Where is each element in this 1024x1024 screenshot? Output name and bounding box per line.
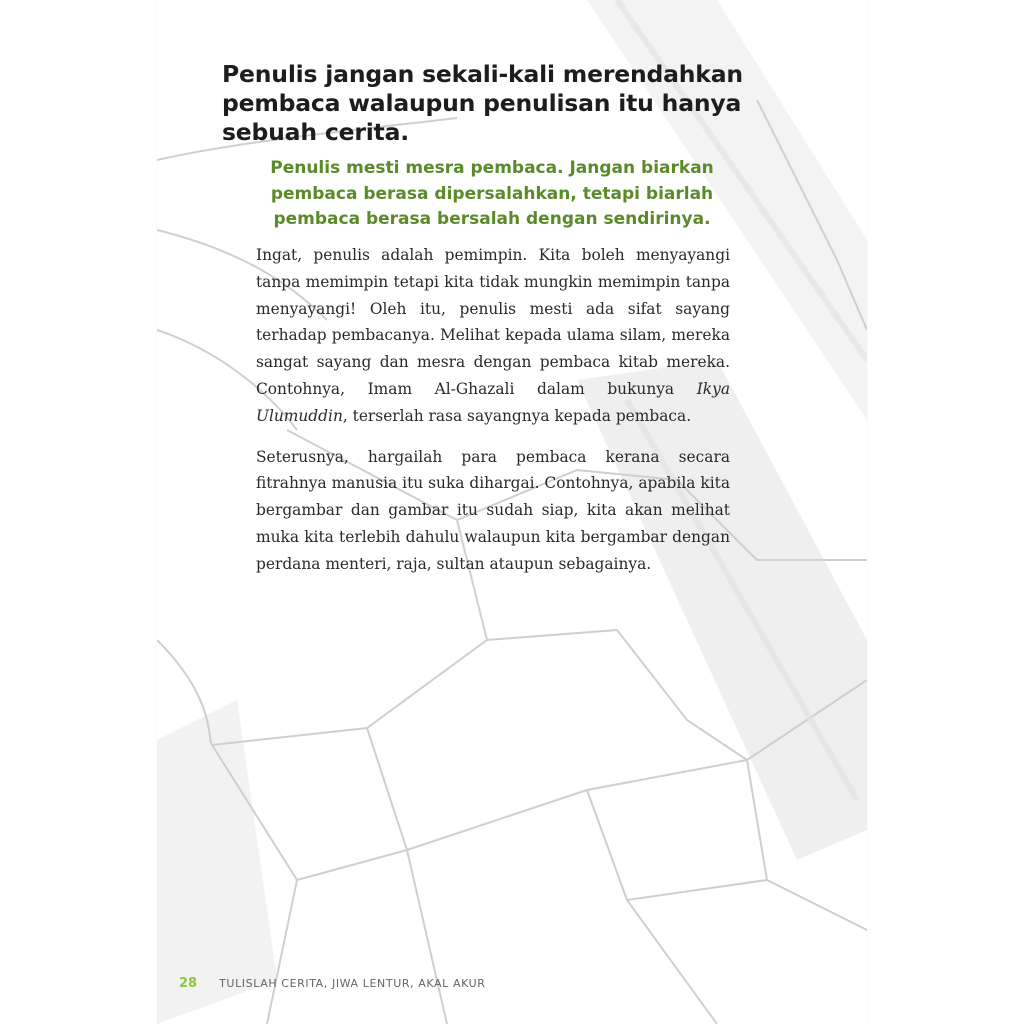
page-number: 28 <box>179 976 198 991</box>
pull-quote: Penulis mesti mesra pembaca. Jangan biarkan pembaca berasa dipersalahkan, tetapi biarlah pembaca berasa bersalah dengan sendirinya. <box>270 158 714 229</box>
book-title: Ikya Ulumuddin <box>256 379 730 425</box>
page-heading: Penulis jangan sekali-kali merendahkan pembaca walaupun penulisan itu hanya sebuah cerita. <box>222 60 743 146</box>
running-title: TULISLAH CERITA, JIWA LENTUR, AKAL AKUR <box>219 977 486 990</box>
page-footer <box>179 976 486 991</box>
paragraph-text: , terserlah rasa sayangnya kepada pembaca. <box>342 406 692 425</box>
body-text <box>256 242 730 592</box>
book-page <box>157 0 867 1024</box>
body-paragraph <box>256 242 730 430</box>
paragraph-text: Ingat, penulis adalah pemimpin. Kita boleh menyayangi tanpa memimpin tetapi kita tidak mungkin memimpin tanpa menyayangi! Oleh itu, penulis mesti ada sifat sayang terhadap pembacanya. Melihat kepada ulama silam, mereka sangat sayang dan mesra dengan pembaca kitab mereka. Contohnya, Imam Al-Ghazali dalam bukunya <box>256 246 730 398</box>
body-paragraph: Seterusnya, hargailah para pembaca kerana secara fitrahnya manusia itu suka dihargai. Contohnya, apabila kita bergambar dan gambar itu sudah siap, kita akan melihat muka kita terlebih dahulu walaupun kita bergambar dengan perdana menteri, raja, sultan ataupun sebagainya. <box>256 447 730 573</box>
